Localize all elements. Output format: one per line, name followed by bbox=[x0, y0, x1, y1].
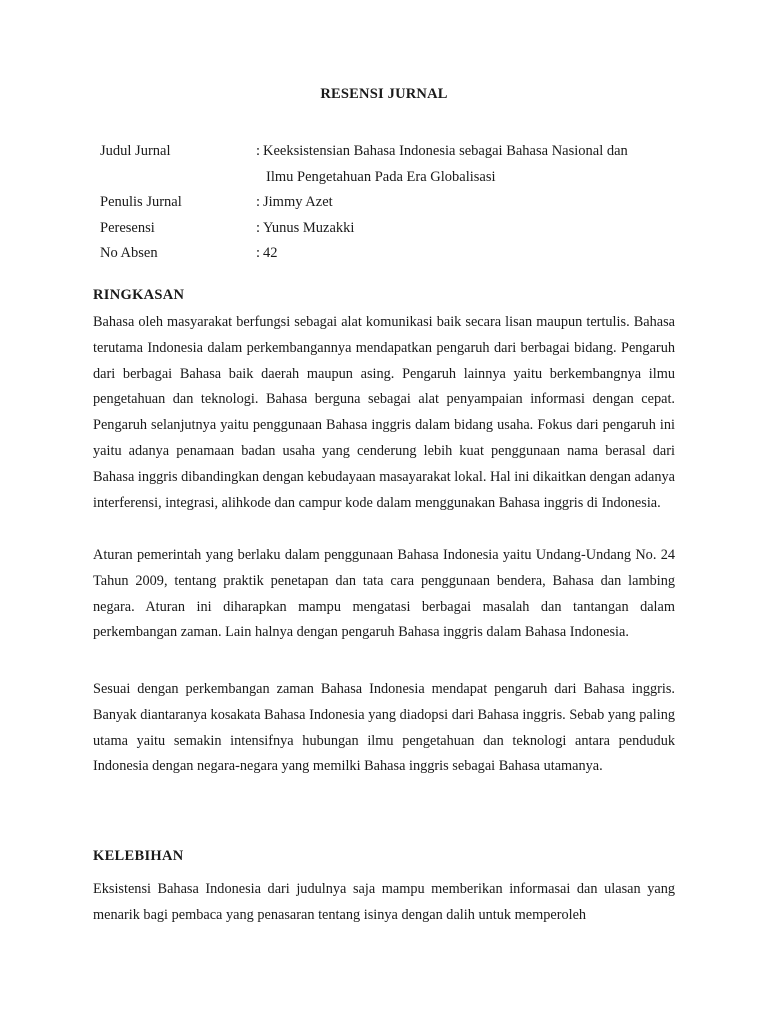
colon: : bbox=[256, 143, 261, 159]
attendance-number-label: No Absen bbox=[100, 245, 158, 261]
journal-title-row bbox=[100, 142, 680, 193]
journal-title-line-1: Keeksistensian Bahasa Indonesia sebagai Bahasa Nasional dan bbox=[263, 143, 628, 159]
reviewer-value: Yunus Muzakki bbox=[263, 219, 355, 236]
journal-title-value bbox=[263, 139, 683, 190]
summary-heading: RINGKASAN bbox=[93, 287, 185, 303]
document-title: RESENSI JURNAL bbox=[320, 86, 448, 102]
journal-title-label: Judul Jurnal bbox=[100, 143, 171, 159]
strengths-heading: KELEBIHAN bbox=[93, 848, 184, 864]
attendance-number-value: 42 bbox=[263, 245, 278, 261]
journal-author-value: Jimmy Azet bbox=[263, 194, 333, 210]
summary-paragraph-2: Aturan pemerintah yang berlaku dalam penggunaan Bahasa Indonesia yaitu Undang-Undang No. 24 Tahun 2009, tentang praktik penetapan dan tata cara penggunaan bendera, Bahasa dan lambing negara. Aturan ini diharapkan mampu mengatasi berbagai masalah dan tantangan dalam perkembangan zaman. Lain halnya dengan pengaruh Bahasa inggris dalam Bahasa Indonesia. bbox=[93, 547, 675, 641]
colon: : bbox=[256, 245, 261, 261]
reviewer-label: Peresensi bbox=[100, 219, 155, 236]
colon: : bbox=[256, 219, 261, 236]
attendance-number-row bbox=[100, 244, 680, 270]
summary-paragraph-1: Bahasa oleh masyarakat berfungsi sebagai alat komunikasi baik secara lisan maupun tertulis. Bahasa terutama Indonesia dalam perkembangannya mendapatkan pengaruh dari berbagai bidang. Pengaruh dari berbagai Bahasa baik daerah maupun asing. Pengaruh lainnya yaitu berkembangnya ilmu pengetahuan dan teknologi. Bahasa berguna sebagai alat penyampaian informasi dengan cepat. Pengaruh selanjutnya yaitu penggunaan Bahasa inggris dalam bidang usaha. Fokus dari pengaruh ini yaitu adanya penamaan badan usaha yang cenderung lebih kuat penggunaan nama berasal dari Bahasa inggris dibandingkan dengan kebudayaan masayarakat lokal. Hal ini dikaitkan dengan adanya interferensi, integrasi, alihkode dan campur kode dalam menggunakan Bahasa inggris di Indonesia. bbox=[93, 314, 676, 511]
journal-info-table bbox=[100, 142, 680, 270]
journal-title-line-2: Ilmu Pengetahuan Pada Era Globalisasi bbox=[266, 168, 496, 185]
summary-paragraph-3: Sesuai dengan perkembangan zaman Bahasa Indonesia mendapat pengaruh dari Bahasa inggris. Banyak diantaranya kosakata Bahasa Indonesia yang diadopsi dari Bahasa inggris. Sebab yang paling utama yaitu semakin intensifnya hubungan ilmu pengetahuan dan teknologi antara penduduk Indonesia dengan negara-negara yang memilki Bahasa inggris sebagai Bahasa utamanya. bbox=[93, 681, 675, 775]
strengths-paragraph: Eksistensi Bahasa Indonesia dari judulnya saja mampu memberikan informasai dan ulasan yang menarik bagi pembaca yang penasaran tentang isinya dengan dalih untuk memperoleh bbox=[93, 881, 675, 923]
journal-author-label: Penulis Jurnal bbox=[100, 194, 182, 210]
colon: : bbox=[256, 194, 261, 210]
